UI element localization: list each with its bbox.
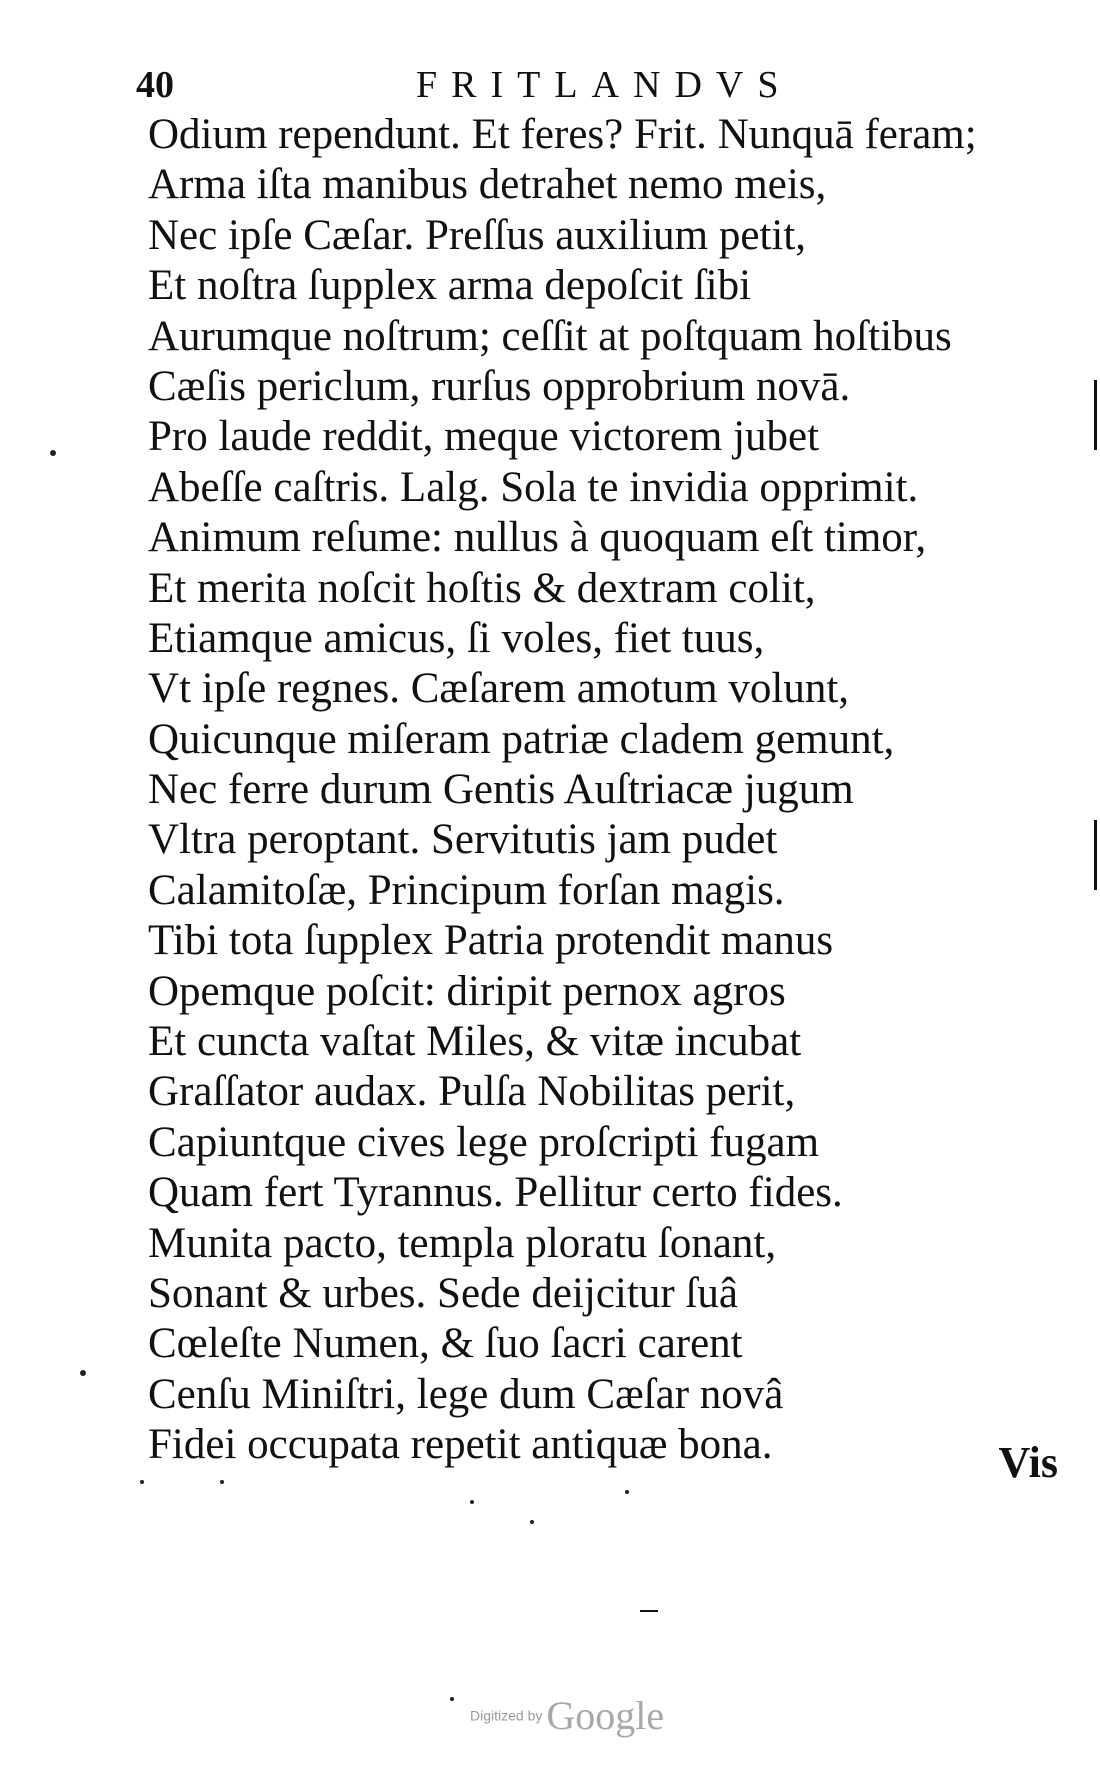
scan-speck bbox=[450, 1697, 454, 1701]
verse-block bbox=[148, 110, 1068, 1471]
verse-line: Et merita noſcit hoſtis & dextram colit, bbox=[148, 564, 816, 612]
scan-speck bbox=[80, 1370, 86, 1376]
verse-line: Pro laude reddit, meque victorem jubet bbox=[148, 413, 820, 461]
verse-line: Cœleſte Numen, & ſuo ſacri carent bbox=[148, 1320, 743, 1368]
scan-speck bbox=[220, 1480, 224, 1484]
page-number: 40 bbox=[136, 64, 174, 106]
catchword: Vis bbox=[998, 1438, 1058, 1487]
verse-line: Animum reſume: nullus à quoquam eſt timor, bbox=[148, 514, 927, 562]
verse-line: Odium rependunt. Et feres? Frit. Nunquā feram; bbox=[148, 111, 977, 158]
digitized-by-google-watermark bbox=[470, 1692, 710, 1744]
verse-line: Cenſu Miniſtri, lege dum Cæſar novâ bbox=[148, 1370, 784, 1418]
verse-line: Capiuntque cives lege proſcripti fugam bbox=[148, 1118, 820, 1166]
verse-line: Et noſtra ſupplex arma depoſcit ſibi bbox=[148, 262, 752, 310]
verse-line: Vltra peroptant. Servitutis jam pudet bbox=[148, 816, 778, 864]
scan-speck bbox=[50, 450, 56, 456]
verse-line: Quam fert Tyrannus. Pellitur certo fides. bbox=[148, 1169, 843, 1217]
running-title: FRITLANDVS bbox=[416, 64, 793, 106]
scan-speck bbox=[140, 1480, 144, 1484]
digitized-by-label: Digitized by bbox=[470, 1707, 543, 1724]
verse-line: Quicunque miſeram patriæ cladem gemunt, bbox=[148, 715, 895, 763]
verse-line: Arma iſta manibus detrahet nemo meis, bbox=[148, 161, 827, 209]
verse-line: Aurumque noſtrum; ceſſit at poſtquam hoſtibus bbox=[148, 312, 952, 360]
verse-line: Et cuncta vaſtat Miles, & vitæ incubat bbox=[148, 1018, 802, 1066]
verse-line: Nec ferre durum Gentis Auſtriacæ jugum bbox=[148, 766, 854, 814]
page-edge-mark bbox=[1094, 380, 1097, 450]
scan-speck bbox=[470, 1500, 474, 1504]
verse-line: Abeſſe caſtris. Lalg. Sola te invidia opprimit. bbox=[148, 463, 919, 511]
scan-speck bbox=[530, 1520, 534, 1524]
verse-line: Vt ipſe regnes. Cæſarem amotum volunt, bbox=[148, 665, 850, 713]
verse-line: Nec ipſe Cæſar. Preſſus auxilium petit, bbox=[148, 211, 807, 259]
running-head bbox=[136, 60, 856, 110]
scan-speck bbox=[625, 1490, 629, 1494]
google-wordmark: Google bbox=[546, 1693, 665, 1738]
page-edge-mark bbox=[640, 1610, 658, 1612]
verse-line: Etiamque amicus, ſi voles, fiet tuus, bbox=[148, 614, 765, 662]
verse-line: Calamitoſæ, Principum forſan magis. bbox=[148, 866, 785, 914]
page-edge-mark bbox=[1094, 820, 1097, 890]
verse-line: Opemque poſcit: diripit pernox agros bbox=[148, 967, 786, 1015]
verse-line: Munita pacto, templa ploratu ſonant, bbox=[148, 1219, 777, 1267]
verse-line: Graſſator audax. Pulſa Nobilitas perit, bbox=[148, 1068, 796, 1116]
verse-line: Cæſis periclum, rurſus opprobrium novā. bbox=[148, 362, 851, 410]
verse-line: Sonant & urbes. Sede deijcitur ſuâ bbox=[148, 1269, 738, 1317]
verse-line: Tibi tota ſupplex Patria protendit manus bbox=[148, 917, 834, 965]
verse-line: Fidei occupata repetit antiquæ bona. bbox=[148, 1421, 773, 1469]
